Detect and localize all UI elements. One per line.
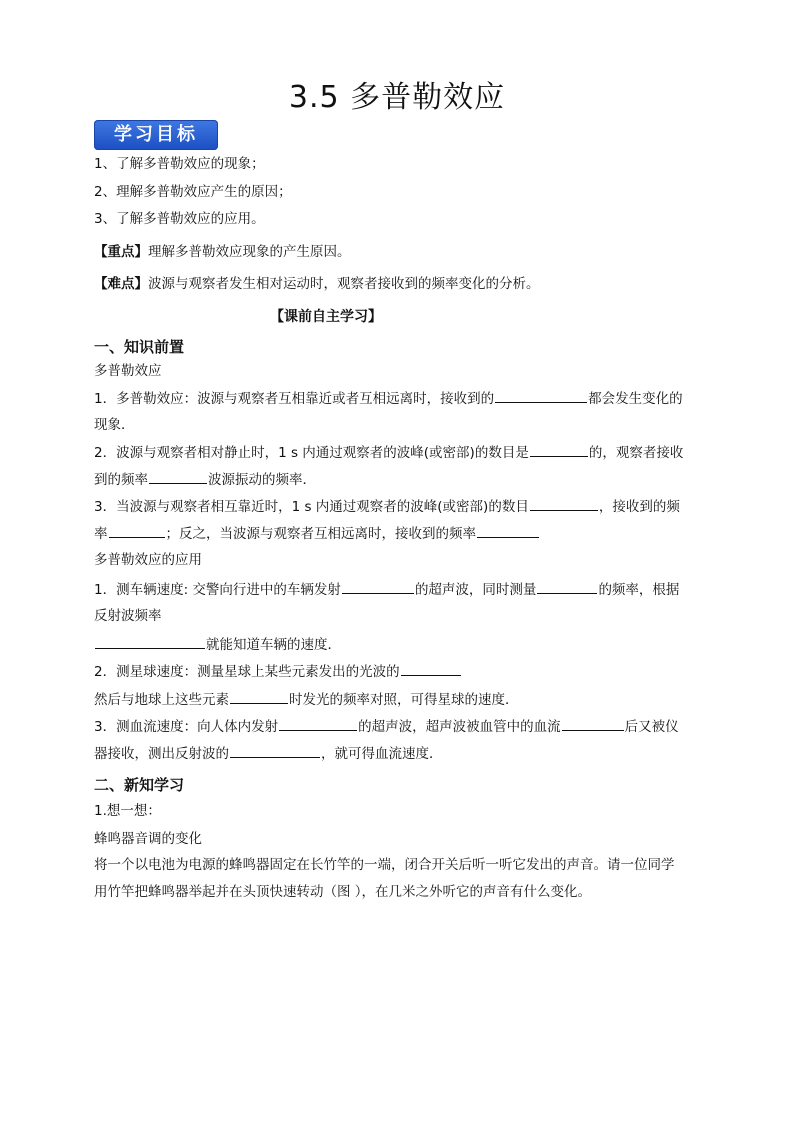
application-2-line-1 (94, 661, 462, 682)
key-point (94, 242, 351, 262)
page-title: 3.5 多普勒效应 (288, 80, 506, 115)
section-2-think: 1.想一想： (94, 803, 161, 819)
section-1-heading: 一、知识前置 (94, 338, 185, 356)
objective-1: 1、了解多普勒效应的现象； (94, 156, 265, 172)
application-3-text-d: 器接收，测出反射波的 (94, 746, 229, 762)
application-3-text-e: ，就可得血流速度． (321, 746, 443, 762)
answer-blank[interactable] (95, 634, 205, 649)
application-1-text-c: 的频率，根据 (598, 582, 680, 598)
answer-blank[interactable] (530, 496, 598, 511)
key-point-text: 理解多普勒效应现象的产生原因。 (148, 244, 351, 260)
application-2-text-a: 2．测星球速度：测量星球上某些元素发出的光波的 (94, 664, 400, 680)
section-1-subheading-applications: 多普勒效应的应用 (94, 552, 202, 568)
section-1-subheading-doppler: 多普勒效应 (94, 363, 162, 379)
question-1-text-b: 都会发生变化的 (588, 391, 683, 407)
application-1-text-b: 的超声波，同时测量 (414, 582, 537, 598)
application-1-line-1 (94, 579, 679, 600)
key-point-label: 【重点】 (94, 244, 148, 260)
application-3-text-a: 3．测血流速度：向人体内发射 (94, 719, 279, 735)
answer-blank[interactable] (230, 743, 320, 758)
question-2-text-b: 的，观察者接收 (588, 445, 684, 461)
section-2-paragraph-line-2: 用竹竿把蜂鸣器举起并在头顶快速转动（图 ），在几米之外听它的声音有什么变化。 (94, 884, 592, 900)
answer-blank[interactable] (530, 442, 588, 457)
learning-objectives-badge: 学习目标 (94, 120, 218, 150)
answer-blank[interactable] (562, 716, 624, 731)
application-3-text-c: 后又被仪 (624, 719, 679, 735)
answer-blank[interactable] (279, 716, 357, 731)
question-1-line-1 (94, 388, 683, 409)
difficult-point-label: 【难点】 (94, 276, 148, 292)
application-1-line-2: 反射波频率 (94, 608, 162, 624)
answer-blank[interactable] (495, 388, 587, 403)
answer-blank[interactable] (230, 689, 288, 704)
section-2-paragraph-line-1: 将一个以电池为电源的蜂鸣器固定在长竹竿的一端，闭合开关后听一听它发出的声音。请一位同学 (94, 857, 675, 873)
question-2-text-a: 2．波源与观察者相对静止时，1 s 内通过观察者的波峰(或密部)的数目是 (94, 445, 529, 461)
application-1-text-e: 就能知道车辆的速度． (206, 637, 341, 653)
application-2-line-2 (94, 689, 519, 710)
question-2-text-c: 到的频率 (94, 472, 148, 488)
question-2-text-d: 波源振动的频率． (208, 472, 316, 488)
answer-blank[interactable] (149, 469, 207, 484)
answer-blank[interactable] (109, 523, 165, 538)
application-3-line-1 (94, 716, 679, 737)
question-2-line-2 (94, 469, 316, 490)
application-1-text-a: 1．测车辆速度: 交警向行进中的车辆发射 (94, 582, 341, 598)
pre-study-heading: 【课前自主学习】 (270, 309, 382, 325)
section-2-subheading: 蜂鸣器音调的变化 (94, 831, 202, 847)
application-2-text-b: 然后与地球上这些元素 (94, 692, 229, 708)
question-3-text-c: 率 (94, 526, 108, 542)
difficult-point (94, 274, 540, 294)
answer-blank[interactable] (477, 523, 539, 538)
section-2-heading: 二、新知学习 (94, 776, 185, 794)
question-3-line-2 (94, 523, 540, 544)
difficult-point-text: 波源与观察者发生相对运动时，观察者接收到的频率变化的分析。 (148, 276, 540, 292)
answer-blank[interactable] (537, 579, 597, 594)
question-3-text-a: 3．当波源与观察者相互靠近时，1 s 内通过观察者的波峰(或密部)的数目 (94, 499, 529, 515)
question-3-text-b: ，接收到的频 (598, 499, 680, 515)
question-3-line-1 (94, 496, 680, 517)
application-1-line-3 (94, 634, 341, 655)
answer-blank[interactable] (401, 661, 461, 676)
objective-3: 3、了解多普勒效应的应用。 (94, 211, 265, 227)
objective-2: 2、理解多普勒效应产生的原因； (94, 184, 292, 200)
question-1-line-2: 现象． (94, 417, 135, 433)
question-3-text-d: ；反之，当波源与观察者互相远离时，接收到的频率 (165, 526, 476, 542)
application-3-line-2 (94, 743, 443, 764)
application-2-text-c: 时发光的频率对照，可得星球的速度． (289, 692, 519, 708)
question-1-text-a: 1．多普勒效应：波源与观察者互相靠近或者互相远离时，接收到的 (94, 391, 495, 407)
application-3-text-b: 的超声波，超声波被血管中的血流 (358, 719, 561, 735)
question-2-line-1 (94, 442, 683, 463)
answer-blank[interactable] (342, 579, 414, 594)
